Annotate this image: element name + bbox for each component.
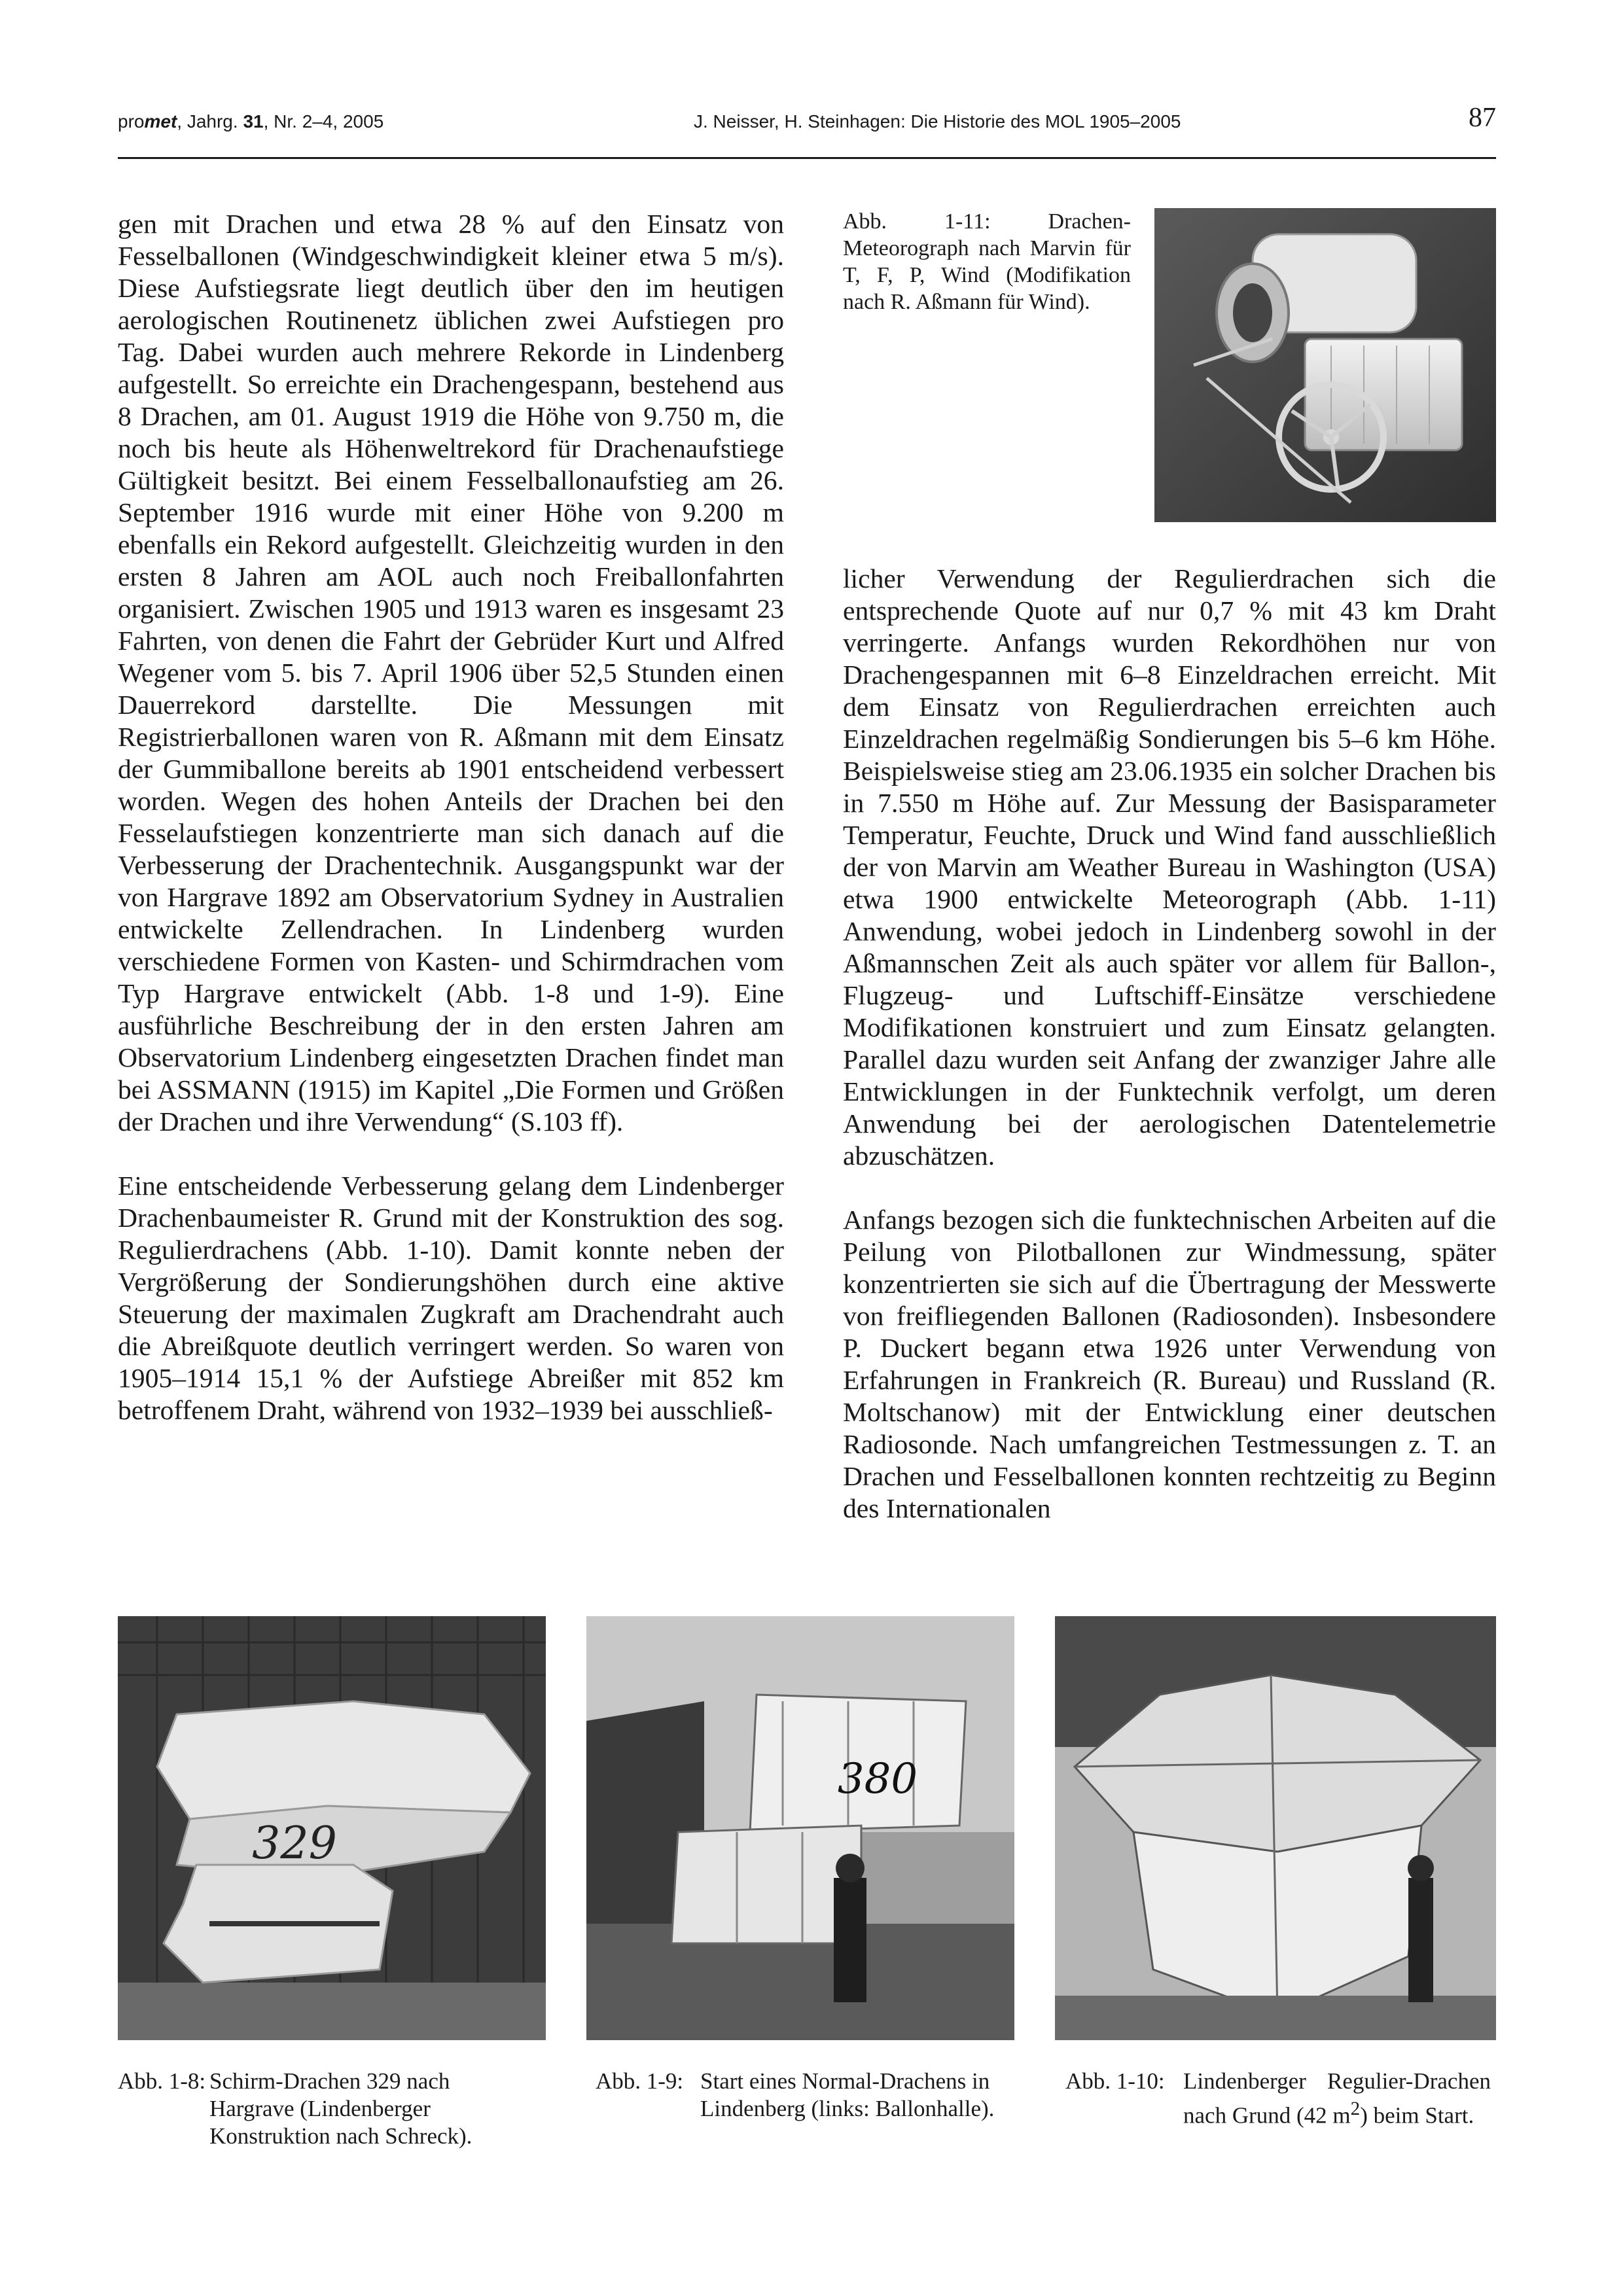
header-rule xyxy=(118,157,1496,159)
paragraph: Eine entscheidende Verbesserung gelang dem Lindenberger Drachenbaumeister R. Grund mit der Konstruktion des sog. Regulierdrachens (Abb. 1-10). Damit konnte neben der Vergrößerung der Sondierungshöhen durch eine aktive Steuerung der maximalen Zugkraft am Drachendraht auch die Abreißquote deutlich verringert werden. So waren von 1905–1914 15,1 % der Aufstiege Abreißer mit 852 km betroffenem Draht, während von 1932–1939 bei ausschließ- xyxy=(118,1171,784,1425)
journal-citation xyxy=(118,111,383,132)
journal-name-met: met xyxy=(144,111,177,132)
kite-380-photo xyxy=(586,1616,1014,2040)
regulier-kite-photo xyxy=(1055,1616,1496,2040)
figure-caption-text: Schirm-Drachen 329 nach Hargrave (Lindenberger Konstruktion nach Schreck). xyxy=(209,2068,473,2149)
figure-caption-1-11 xyxy=(843,208,1131,315)
journal-year: , Jahrg. xyxy=(177,111,243,132)
caption-superscript: 2 xyxy=(1350,2098,1361,2119)
caption-part: Lindenberger Regulier-Drachen nach Grund (42 m xyxy=(1183,2068,1491,2128)
running-header xyxy=(118,105,1496,144)
figure-caption-text: Drachen-Meteorograph nach Marvin für T, F, P, Wind (Modifikation nach R. Aßmann für Wind). xyxy=(843,209,1132,314)
figure-1-8-photo xyxy=(118,1616,546,2040)
caption-part: ) beim Start. xyxy=(1360,2102,1474,2128)
meteorograph-photo xyxy=(1154,208,1496,522)
kite-329-photo xyxy=(118,1616,546,2040)
figure-1-10-photo xyxy=(1055,1616,1496,2040)
journal-issue: , Nr. 2–4, 2005 xyxy=(263,111,384,132)
figure-caption-text: Start eines Normal-Drachens in Lindenberg (links: Ballonhalle). xyxy=(700,2068,995,2121)
figure-label: Abb. 1-8: xyxy=(118,2068,206,2094)
kite-number: 329 xyxy=(252,1818,337,1869)
journal-name-pro: pro xyxy=(118,111,145,132)
figure-caption-1-8 xyxy=(118,2068,546,2153)
figure-caption-1-9 xyxy=(596,2068,1014,2153)
page-number: 87 xyxy=(1469,103,1496,133)
figure-label: Abb. 1-10: xyxy=(1065,2068,1165,2094)
paragraph: Anfangs bezogen sich die funktechnischen Arbeiten auf die Peilung von Pilotballonen zur Windmessung, später konzentrierten sie sich auf die Übertragung der Messwerte von freifliegenden Ballonen (Radiosonden). Insbesondere P. Duckert begann etwa 1926 unter Verwendung von Erfahrungen in Frankreich (R. Bureau) und Russland (R. Moltschanow) mit der Entwicklung einer deutschen Radiosonde. Nach umfangreichen Testmessungen z. T. an Drachen und Fesselballonen konnten rechtzeitig zu Beginn des Internationalen xyxy=(843,1205,1496,1523)
journal-volume: 31 xyxy=(243,111,264,132)
text-column-left xyxy=(118,208,784,1426)
figure-1-9-photo xyxy=(586,1616,1014,2040)
text-column-right xyxy=(843,563,1496,1525)
figure-label: Abb. 1-9: xyxy=(596,2068,684,2094)
paragraph: licher Verwendung der Regulierdrachen sich die entsprechende Quote auf nur 0,7 % mit 43 km Draht verringerte. Anfangs wurden Rekordhöhen nur von Drachengespannen mit 6–8 Einzeldrachen erreicht. Mit dem Einsatz von Regulierdrachen erreichten auch Einzeldrachen regelmäßig Sondierungen bis 5–6 km Höhe. Beispielsweise stieg am 23.06.1935 ein solcher Drachen bis in 7.550 m Höhe auf. Zur Messung der Basisparameter Temperatur, Feuchte, Druck und Wind fand ausschließlich der von Marvin am Weather Bureau in Washington (USA) etwa 1900 entwickelte Meteorograph (Abb. 1-11) Anwendung, wobei jedoch in Lindenberg sowohl in der Aßmannschen Zeit als auch später vor allem für Ballon-, Flugzeug- und Luftschiff-Einsätze verschiedene Modifikationen konstruiert und zum Einsatz gelangten. Parallel dazu wurden seit Anfang der zwanziger Jahre alle Entwicklungen in der Funktechnik verfolgt, um deren Anwendung bei der aerologischen Datentelemetrie abzuschätzen. xyxy=(843,563,1496,1171)
figure-caption-1-10 xyxy=(1065,2068,1496,2153)
paragraph: gen mit Drachen und etwa 28 % auf den Einsatz von Fesselballonen (Windgeschwindigkeit kleiner etwa 5 m/s). Diese Aufstiegsrate liegt deutlich über den im heutigen aerologischen Routinenetz üblichen zwei Aufstiegen pro Tag. Dabei wurden auch mehrere Rekorde in Lindenberg aufgestellt. So erreichte ein Drachengespann, bestehend aus 8 Drachen, am 01. August 1919 die Höhe von 9.750 m, die noch bis heute als Höhenweltrekord für Drachenaufstiege Gültigkeit besitzt. Bei einem Fesselballonaufstieg am 26. September 1916 wurde mit einer Höhe von 9.200 m ebenfalls ein Rekord aufgestellt. Gleichzeitig wurden in den ersten 8 Jahren am AOL auch noch Freiballonfahrten organisiert. Zwischen 1905 und 1913 waren es insgesamt 23 Fahrten, von denen die Fahrt der Gebrüder Kurt und Alfred Wegener vom 5. bis 7. April 1906 über 52,5 Stunden einen Dauerrekord darstellte. Die Messungen mit Registrierballonen waren von R. Aßmann mit dem Einsatz der Gummiballone bereits ab 1901 entscheidend verbessert worden. Wegen des hohen Anteils der Drachen bei den Fesselaufstiegen konzentrierte man sich danach auf die Verbesserung der Drachentechnik. Ausgangspunkt war der von Hargrave 1892 am Observatorium Sydney in Australien entwickelte Zellendrachen. In Lindenberg wurden verschiedene Formen von Kasten- und Schirmdrachen vom Typ Hargrave entwickelt (Abb. 1-8 und 1-9). Eine ausführliche Beschreibung der in den ersten Jahren am Observatorium Lindenberg eingesetzten Drachen findet man bei ASSMANN (1915) im Kapitel „Die Formen und Größen der Drachen und ihre Verwendung“ (S.103 ff). xyxy=(118,209,784,1137)
figure-caption-text xyxy=(1183,2068,1491,2130)
figure-1-11-photo xyxy=(1154,208,1496,522)
kite-number: 380 xyxy=(837,1755,918,1803)
figure-label: Abb. 1-11: xyxy=(843,209,991,234)
article-running-title: J. Neisser, H. Steinhagen: Die Historie des MOL 1905–2005 xyxy=(694,111,1181,132)
